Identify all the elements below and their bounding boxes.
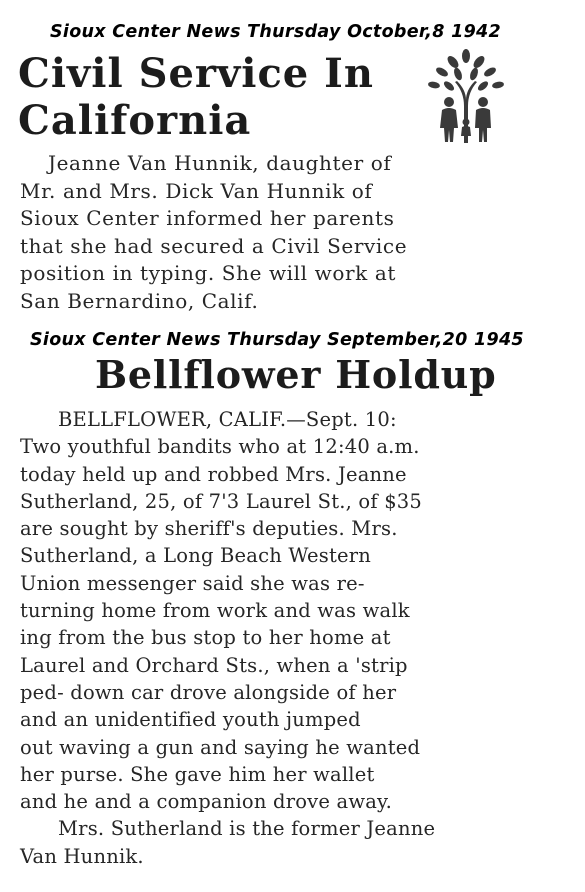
article-civil-service xyxy=(20,150,565,315)
article-line: Mrs. Sutherland is the former Jeanne xyxy=(58,817,436,841)
family-tree-icon xyxy=(425,48,507,144)
article-line: Sioux Center informed her parents xyxy=(20,206,395,230)
article-line: turning home from work and was walk xyxy=(20,599,410,623)
article-line: Mr. and Mrs. Dick Van Hunnik of xyxy=(20,178,373,203)
headline-line: California xyxy=(18,97,252,144)
article-bellflower-holdup xyxy=(20,406,565,870)
source-line-1942: Sioux Center News Thursday October,8 1942 xyxy=(50,22,501,42)
article-line: Sutherland, 25, of 7'3 Laurel St., of $35 xyxy=(20,489,423,513)
article-line: Van Hunnik. xyxy=(20,844,144,868)
article-line: ing from the bus stop to her home at xyxy=(20,626,391,650)
article-line: Laurel and Orchard Sts., when a 'strip xyxy=(20,653,408,677)
source-line-1945: Sioux Center News Thursday September,20 1945 xyxy=(30,330,524,350)
article-line: San Bernardino, Calif. xyxy=(20,288,259,313)
headline-line: Civil Service In xyxy=(18,50,374,97)
article-line: out waving a gun and saying he wanted xyxy=(20,735,421,759)
headline-civil-service xyxy=(18,50,374,144)
article-line: and an unidentified youth jumped xyxy=(20,708,361,732)
article-line: today held up and robbed Mrs. Jeanne xyxy=(20,462,407,486)
article-line: Union messenger said she was re- xyxy=(20,571,365,595)
article-line: ped- down car drove alongside of her xyxy=(20,680,397,704)
article-line: position in typing. She will work at xyxy=(20,261,396,285)
headline-bellflower-holdup: Bellflower Holdup xyxy=(95,352,497,397)
article-line: Jeanne Van Hunnik, daughter of xyxy=(48,151,392,175)
article-line: BELLFLOWER, CALIF.—Sept. 10: xyxy=(58,408,397,431)
article-line: that she had secured a Civil Service xyxy=(20,233,408,258)
article-line: Sutherland, a Long Beach Western xyxy=(20,544,372,568)
article-line: are sought by sheriff's deputies. Mrs. xyxy=(20,517,398,541)
article-line: and he and a companion drove away. xyxy=(20,790,393,814)
article-line: Two youthful bandits who at 12:40 a.m. xyxy=(20,435,420,459)
article-line: her purse. She gave him her wallet xyxy=(20,762,375,786)
